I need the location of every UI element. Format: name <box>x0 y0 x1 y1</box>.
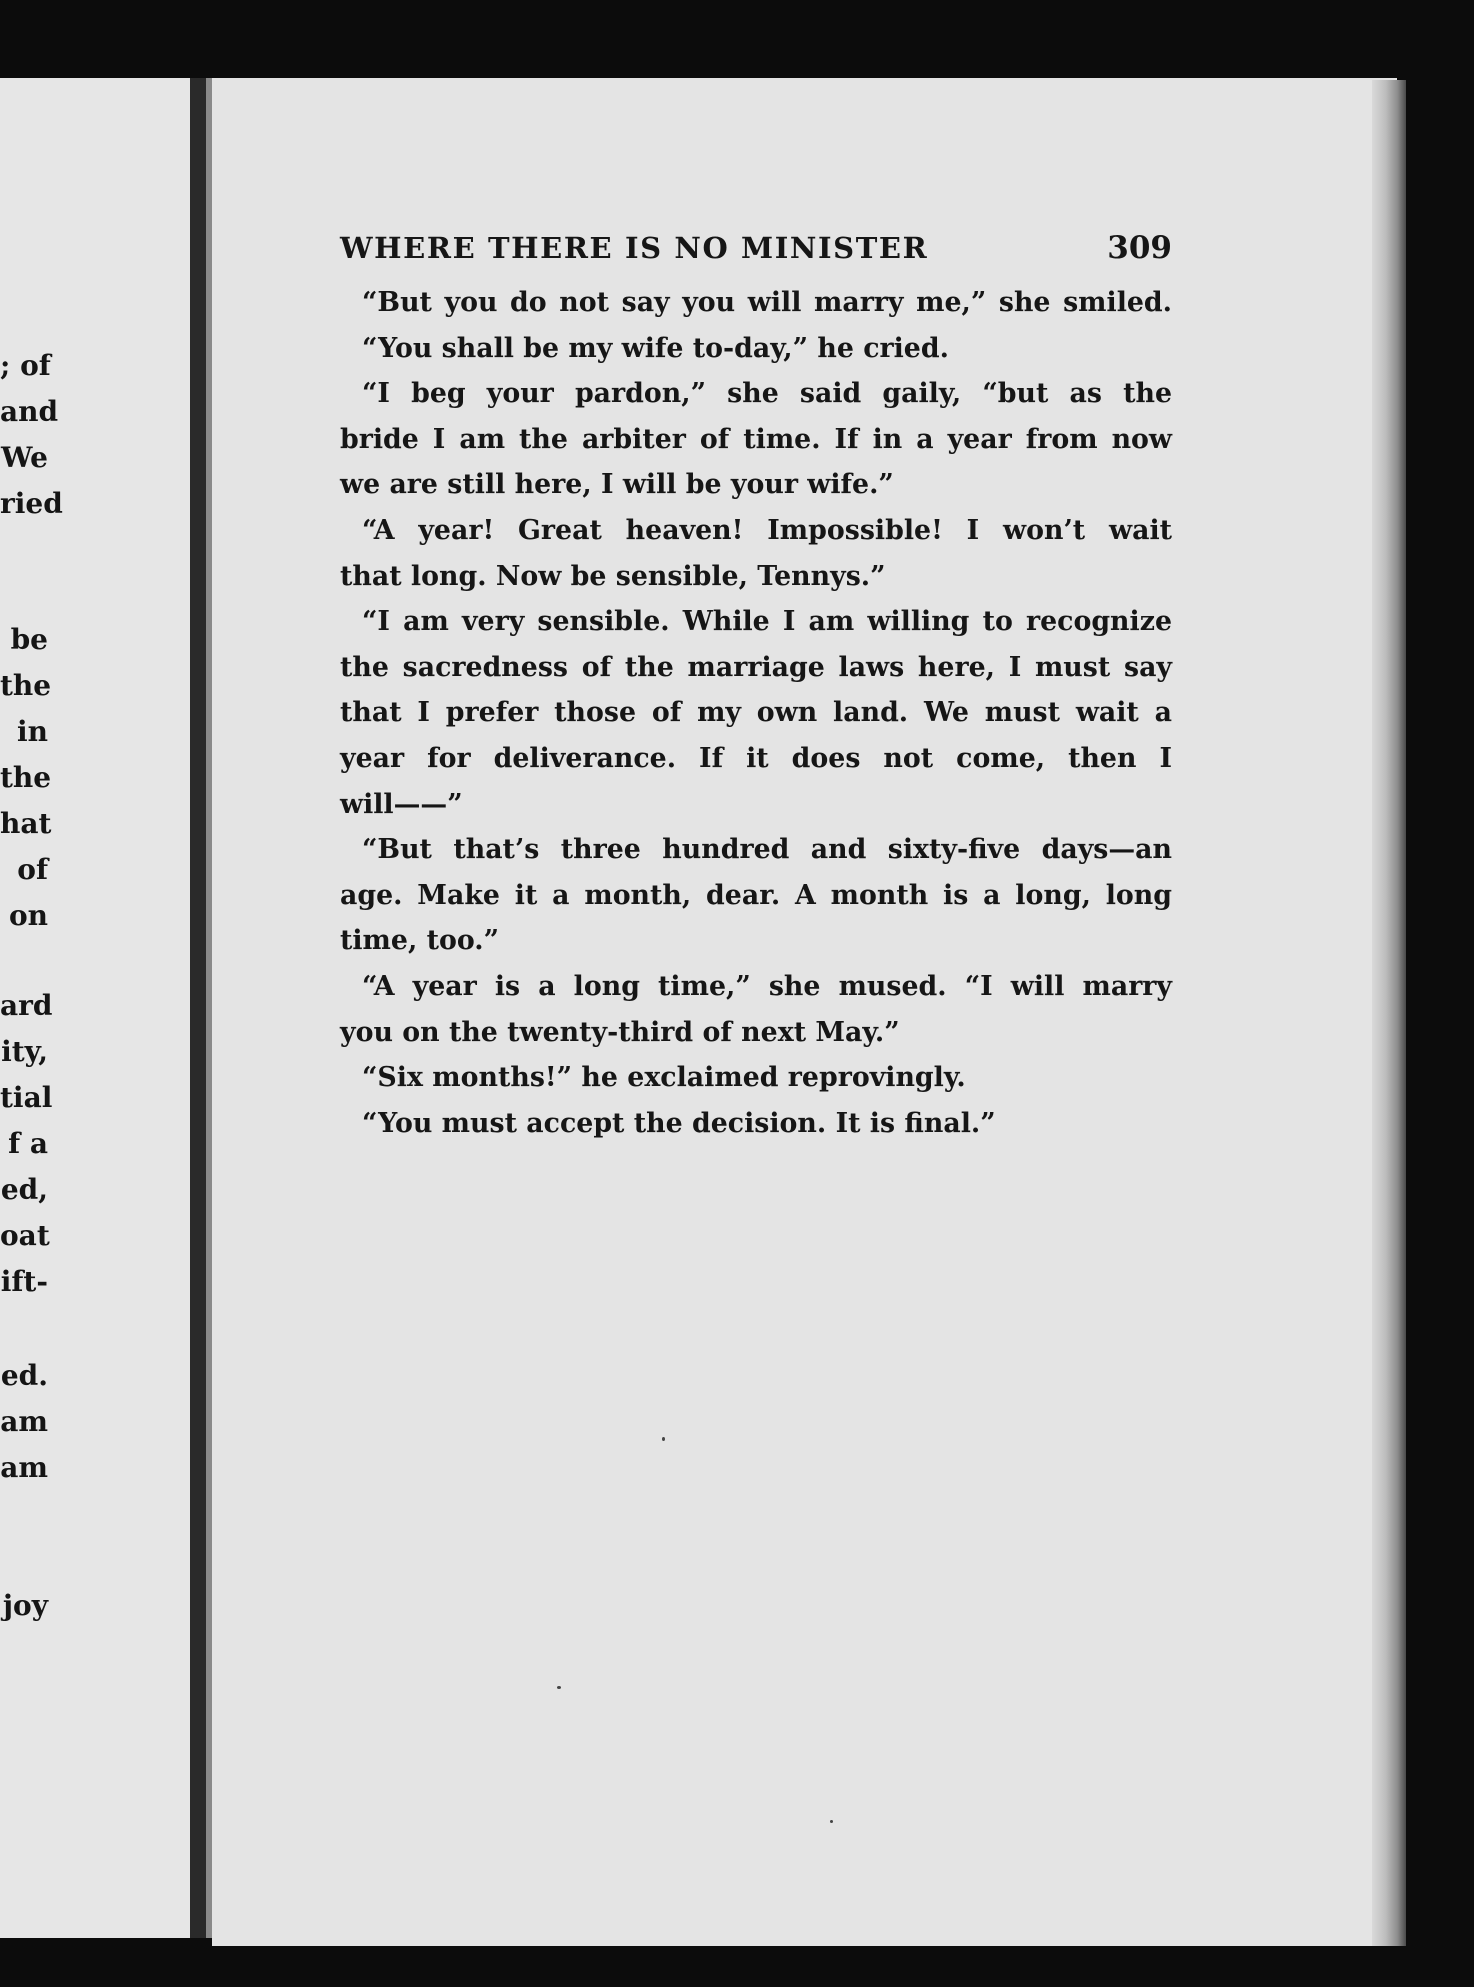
previous-page-line-fragment: am <box>0 1405 48 1438</box>
text-line: year for deliverance. If it does not come, then I <box>340 742 1172 774</box>
previous-page-line-fragment: ard <box>0 989 53 1022</box>
previous-page-line-fragment: hat <box>0 807 52 840</box>
text-line: “You shall be my wife to-day,” he cried. <box>362 332 949 364</box>
previous-page-line-fragment: f a <box>8 1127 48 1160</box>
text-line: “A year is a long time,” she mused. “I will marry <box>362 970 1172 1002</box>
page-number: 309 <box>1107 230 1172 266</box>
running-title: WHERE THERE IS NO MINISTER <box>340 231 929 265</box>
text-line: age. Make it a month, dear. A month is a long, long <box>340 879 1172 911</box>
text-line: we are still here, I will be your wife.” <box>340 469 894 501</box>
previous-page-line-fragment: the <box>0 761 52 794</box>
page-text-block <box>340 230 1172 1146</box>
scan-speck <box>662 1437 665 1441</box>
running-head <box>340 230 1172 266</box>
book-gutter <box>190 78 206 1938</box>
previous-page-line-fragment: ried <box>0 487 63 520</box>
text-line: that I prefer those of my own land. We must wait a <box>340 697 1172 729</box>
text-line: that long. Now be sensible, Tennys.” <box>340 560 886 592</box>
text-line: “Six months!” he exclaimed reprovingly. <box>362 1062 966 1094</box>
previous-page-line-fragment: tial <box>0 1081 53 1114</box>
previous-page-line-fragment: joy <box>2 1589 48 1622</box>
text-line: you on the twenty-third of next May.” <box>340 1016 900 1048</box>
page-stack-edge <box>1372 80 1406 1946</box>
previous-page-line-fragment: ift- <box>0 1265 48 1298</box>
scan-speck <box>557 1686 561 1689</box>
text-line: “But that’s three hundred and sixty-five days—an <box>362 834 1172 866</box>
previous-page-line-fragment: in <box>17 715 48 748</box>
previous-page-line-fragment: We <box>1 441 48 474</box>
text-line: “But you do not say you will marry me,” she smiled. <box>362 287 1172 318</box>
text-line: “A year! Great heaven! Impossible! I won’t wait <box>362 514 1172 546</box>
text-line: “You must accept the decision. It is final.” <box>362 1107 996 1139</box>
text-line: the sacredness of the marriage laws here, I must say <box>340 651 1172 683</box>
previous-page-line-fragment: and <box>0 395 59 428</box>
previous-page-line-fragment: ed, <box>0 1173 48 1206</box>
text-line: “I beg your pardon,” she said gaily, “but as the <box>362 378 1172 410</box>
text-line: will——” <box>340 788 463 820</box>
previous-page-line-fragment: be <box>10 623 48 656</box>
previous-page-line-fragment: on <box>8 899 48 932</box>
scan-speck <box>830 1820 833 1823</box>
previous-page-line-fragment: oat <box>0 1219 50 1252</box>
text-line: time, too.” <box>340 925 500 957</box>
previous-page-line-fragment: am <box>0 1451 48 1484</box>
previous-page-line-fragment: the <box>0 669 52 702</box>
text-line: bride I am the arbiter of time. If in a year from now <box>340 423 1172 455</box>
previous-page-line-fragment: ity, <box>1 1035 48 1068</box>
previous-page-line-fragment: of <box>17 853 48 886</box>
text-line: “I am very sensible. While I am willing to recognize <box>362 606 1172 638</box>
previous-page-line-fragment: ; of <box>0 349 51 382</box>
previous-page-line-fragment: ed. <box>0 1359 48 1392</box>
